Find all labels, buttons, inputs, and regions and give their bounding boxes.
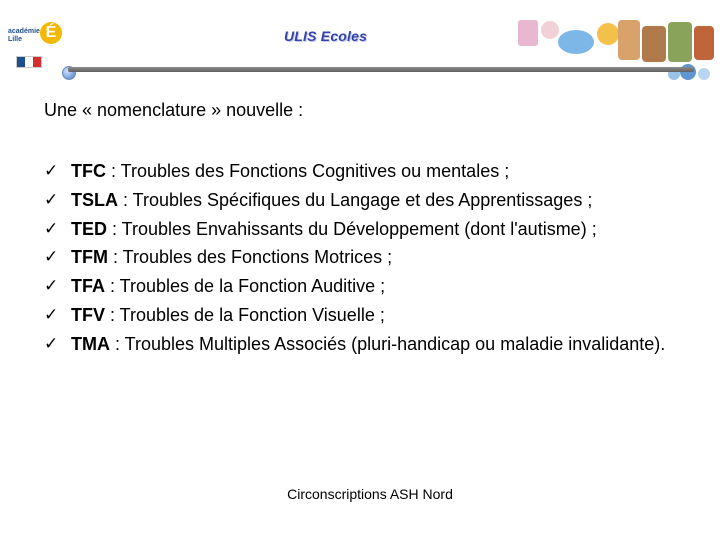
item-term: TED xyxy=(71,218,107,239)
banner-figure-2 xyxy=(541,21,559,39)
list-item xyxy=(44,243,688,272)
item-description: : Troubles de la Fonction Visuelle ; xyxy=(105,304,385,325)
item-description: : Troubles Spécifiques du Langage et des Apprentissages ; xyxy=(118,189,593,210)
academie-logo xyxy=(6,18,68,74)
checkmark-icon: ✓ xyxy=(44,333,59,354)
item-description: : Troubles Multiples Associés (pluri-handicap ou maladie invalidante). xyxy=(110,333,666,354)
checkmark-icon: ✓ xyxy=(44,276,59,297)
nomenclature-list xyxy=(44,157,688,359)
item-term: TFM xyxy=(71,247,108,268)
checkmark-icon: ✓ xyxy=(44,218,59,239)
list-item xyxy=(44,301,688,330)
banner-figure-8 xyxy=(694,26,714,60)
list-item xyxy=(44,215,688,244)
list-item xyxy=(44,330,688,359)
footer-text: Circonscriptions ASH Nord xyxy=(287,486,453,502)
banner-figure-1 xyxy=(518,20,538,46)
header-title: ULIS Ecoles xyxy=(284,28,368,44)
item-description: : Troubles des Fonctions Motrices ; xyxy=(107,247,393,268)
item-term: TSLA xyxy=(71,189,118,210)
logo-line-2: Lille xyxy=(8,36,23,43)
checkmark-icon: ✓ xyxy=(44,304,59,325)
banner-figure-7 xyxy=(668,22,692,62)
item-term: TFC xyxy=(71,161,106,181)
list-item xyxy=(44,272,688,301)
item-description: : Troubles de la Fonction Auditive ; xyxy=(105,276,386,297)
header-separator-bar xyxy=(68,67,694,72)
banner-dot-3 xyxy=(698,68,710,80)
logo-line-1: académie xyxy=(8,28,40,35)
item-description: : Troubles des Fonctions Cognitives ou mentales ; xyxy=(106,161,510,181)
banner-figure-3 xyxy=(558,30,594,54)
republic-flag-icon xyxy=(16,56,42,68)
item-term: TFA xyxy=(71,276,105,297)
item-term: TFV xyxy=(71,304,105,325)
list-item xyxy=(44,157,688,186)
intro-text: Une « nomenclature » nouvelle : xyxy=(44,100,304,120)
item-description: : Troubles Envahissants du Développement (dont l'autisme) ; xyxy=(107,218,597,239)
banner-figure-5 xyxy=(618,20,640,60)
checkmark-icon: ✓ xyxy=(44,247,59,268)
banner-figure-6 xyxy=(642,26,666,62)
logo-text xyxy=(8,28,40,44)
checkmark-icon: ✓ xyxy=(44,161,59,181)
list-item xyxy=(44,186,688,215)
logo-letter: É xyxy=(40,22,62,44)
checkmark-icon: ✓ xyxy=(44,189,59,210)
item-term: TMA xyxy=(71,333,110,354)
banner-figure-4 xyxy=(597,23,619,45)
